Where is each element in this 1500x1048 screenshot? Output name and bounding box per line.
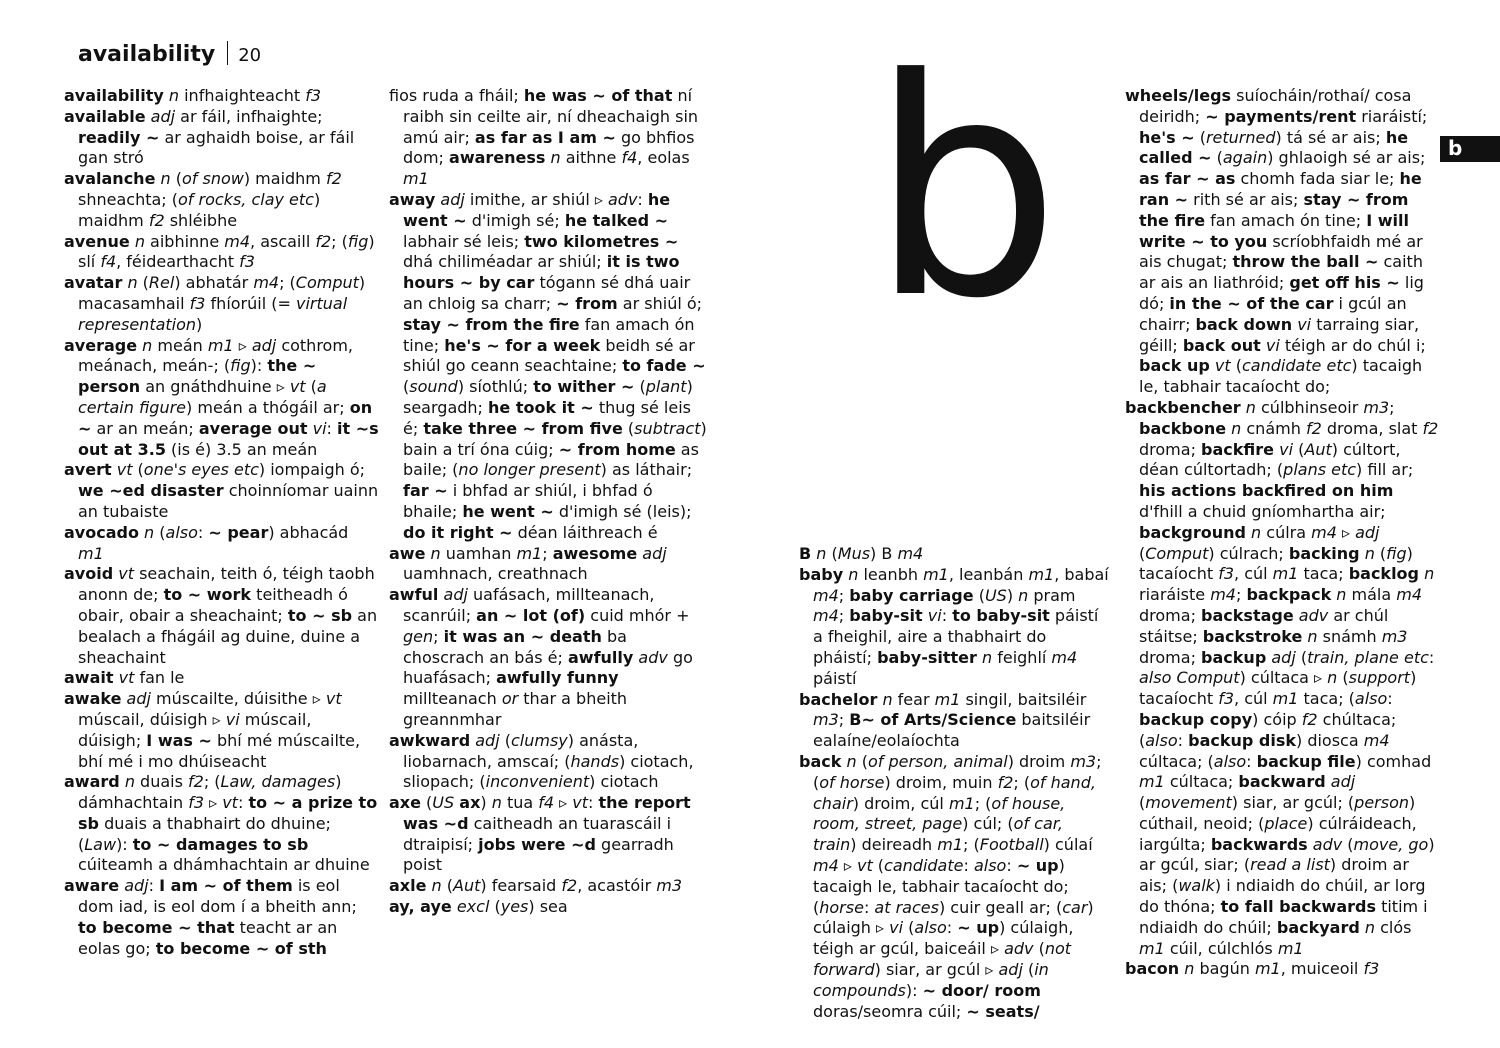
dictionary-column-4 [1125, 86, 1441, 980]
dictionary-entry: away adj imithe, ar shiúl ▹ adv: he went ~ d'imigh sé; he talked ~ labhair sé leis; two kilometres ~ dhá chiliméadar ar shiúl; it is two hours ~ by car tógann sé dhá uair an chloig sa charr; ~ from ar shiúl ó; stay ~ from the fire fan amach ón tine; he's ~ for a week beidh sé ar shiúl go ceann seachtaine; to fade ~ (sound) síothlú; to wither ~ (plant) seargadh; he took it ~ thug sé leis é; take three ~ from five (subtract) bain a trí óna cúig; ~ from home as baile; (no longer present) as láthair; far ~ i bhfad ar shiúl, i bhfad ó bhaile; he went ~ d'imigh sé (leis); do it right ~ déan láithreach é [389, 189, 707, 542]
dictionary-column-3 [799, 544, 1109, 1022]
dictionary-entry: bachelor n fear m1 singil, baitsiléir m3; B~ of Arts/Science baitsiléir ealaíne/eolaíochta [799, 689, 1091, 751]
dictionary-entry: available adj ar fáil, infhaighte; readily ~ ar aghaidh boise, ar fáil gan stró [64, 106, 355, 168]
dictionary-entry: avert vt (one's eyes etc) iompaigh ó; we ~ed disaster choinníomar uainn an tubaiste [64, 460, 379, 521]
letter-thumb-tab: b [1440, 136, 1500, 162]
dictionary-entry: fios ruda a fháil; he was ~ of that ní raibh sin ceilte air, ní dheachaigh sin amú air; as far as I am ~ go bhfios dom; awareness n aithne f4, eolas m1 [389, 86, 699, 189]
dictionary-entry: bacon n bagún m1, muiceoil f3 [1125, 959, 1380, 979]
dictionary-entry: avoid vt seachain, teith ó, téigh taobh anonn de; to ~ work teitheadh ó obair, obair a sheachaint; to ~ sb an bealach a fhágáil ag duine, duine a sheachaint [64, 564, 378, 667]
dictionary-entry: backbencher n cúlbhinseoir m3; backbone n cnámh f2 droma, slat f2 droma; backfire vi (Aut) cúltort, déan cúltortadh; (plans etc) fill ar; his actions backfired on him d'fhill a chuid gníomhartha air; background n cúlra m4 ▹ adj (Comput) cúlrach; backing n (fig) tacaíocht f3, cúl m1 taca; backlog n riaráiste m4; backpack n mála m4 droma; backstage adv ar chúl stáitse; backstroke n snámh m3 droma; backup adj (train, plane etc: also Comput) cúltaca ▹ n (support) tacaíocht f3, cúl m1 taca; (also: backup copy) cóip f2 chúltaca; (also: backup disk) diosca m4 cúltaca; (also: backup file) comhad m1 cúltaca; backward adj (movement) siar, ar gcúl; (person) cúthail, neoid; (place) cúlráideach, iargúlta; backwards adv (move, go) ar gcúl, siar; (read a list) droim ar ais; (walk) i ndiaidh do chúil, ar lorg do thóna; to fall backwards titim i ndiaidh do chúil; backyard n clós m1 cúil, cúlchlós m1 [1125, 397, 1439, 958]
section-letter: b [870, 15, 1061, 364]
dictionary-entry: average n meán m1 ▹ adj cothrom, meánach, meán-; (fig): the ~ person an gnáthdhuine ▹ vt (a certain figure) meán a thógáil ar; on ~ ar an meán; average out vi: it ~s out at 3.5 (is é) 3.5 an meán [64, 335, 379, 459]
dictionary-entry: await vt fan le [64, 668, 185, 688]
running-header [78, 40, 261, 71]
dictionary-entry: award n duais f2; (Law, damages) dámhachtain f3 ▹ vt: to ~ a prize to sb duais a thabhairt do dhuine; (Law): to ~ damages to sb cúiteamh a dhámhachtain ar dhuine [64, 772, 378, 875]
dictionary-entry: awe n uamhan m1; awesome adj uamhnach, creathnach [389, 543, 667, 584]
dictionary-entry: avatar n (Rel) abhatár m4; (Comput) macasamhail f3 fhíorúil (= virtual representation) [64, 273, 366, 334]
guide-word: availability [78, 42, 216, 67]
dictionary-column-2 [389, 86, 711, 918]
dictionary-entry: awkward adj (clumsy) anásta, liobarnach, amscaí; (hands) ciotach, sliopach; (inconvenient) ciotach [389, 730, 694, 792]
dictionary-entry: baby n leanbh m1, leanbán m1, babaí m4; baby carriage (US) n pram m4; baby-sit vi: to baby-sit páistí a fheighil, aire a thabhairt do pháistí; baby-sitter n feighlí m4 páistí [799, 564, 1109, 688]
dictionary-entry: avalanche n (of snow) maidhm f2 shneachta; (of rocks, clay etc) maidhm f2 shléibhe [64, 169, 342, 230]
dictionary-column-1 [64, 86, 379, 959]
dictionary-entry: awful adj uafásach, millteanach, scanrúil; an ~ lot (of) cuid mhór + gen; it was an ~ death ba choscrach an bás é; awfully adv go huafásach; awfully funny millteanach or thar a bheith greannmhar [389, 585, 693, 729]
dictionary-entry: avocado n (also: ~ pear) abhacád m1 [64, 522, 349, 563]
dictionary-entry: availability n infhaighteacht f3 [64, 86, 322, 105]
dictionary-entry: axle n (Aut) fearsaid f2, acastóir m3 [389, 876, 683, 896]
dictionary-entry: B n (Mus) B m4 [799, 544, 924, 563]
dictionary-entry: back n (of person, animal) droim m3; (of horse) droim, muin f2; (of hand, chair) droim, cúl m1; (of house, room, street, page) cúl; (of car, train) deireadh m1; (Football) cúlaí m4 ▹ vt (candidate: also: ~ up) tacaigh le, tabhair tacaíocht do; (horse: at races) cuir geall ar; (car) cúlaigh ▹ vi (also: ~ up) cúlaigh, téigh ar gcúl, baiceáil ▹ adv (not forward) siar, ar gcúl ▹ adj (in compounds): ~ door/ room doras/seomra cúil; ~ seats/ [799, 751, 1102, 1021]
header-divider [227, 41, 228, 65]
dictionary-entry: axe (US ax) n tua f4 ▹ vt: the report was ~d caitheadh an tuarascáil i dtraipisí; jobs were ~d gearradh poist [389, 793, 691, 875]
dictionary-entry: aware adj: I am ~ of them is eol dom iad, is eol dom í a bheith ann; to become ~ that teacht ar an eolas go; to become ~ of sth [64, 876, 357, 958]
dictionary-entry: ay, aye excl (yes) sea [389, 897, 568, 917]
dictionary-entry: avenue n aibhinne m4, ascaill f2; (fig) slí f4, féidearthacht f3 [64, 231, 375, 272]
page-number: 20 [238, 45, 262, 66]
dictionary-entry: awake adj múscailte, dúisithe ▹ vt múscail, dúisigh ▹ vi múscail, dúisigh; I was ~ bhí mé múscailte, bhí mé i mo dhúiseacht [64, 689, 361, 771]
dictionary-entry: wheels/legs suíocháin/rothaí/ cosa deiridh; ~ payments/rent riaráistí; he's ~ (returned) tá sé ar ais; he called ~ (again) ghlaoigh sé ar ais; as far ~ as chomh fada siar le; he ran ~ rith sé ar ais; stay ~ from the fire fan amach ón tine; I will write ~ to you scríobhfaidh mé ar ais chugat; throw the ball ~ caith ar ais an liathróid; get off his ~ lig dó; in the ~ of the car i gcúl an chairr; back down vi tarraing siar, géill; back out vi téigh ar do chúl i; back up vt (candidate etc) tacaigh le, tabhair tacaíocht do; [1125, 86, 1428, 397]
